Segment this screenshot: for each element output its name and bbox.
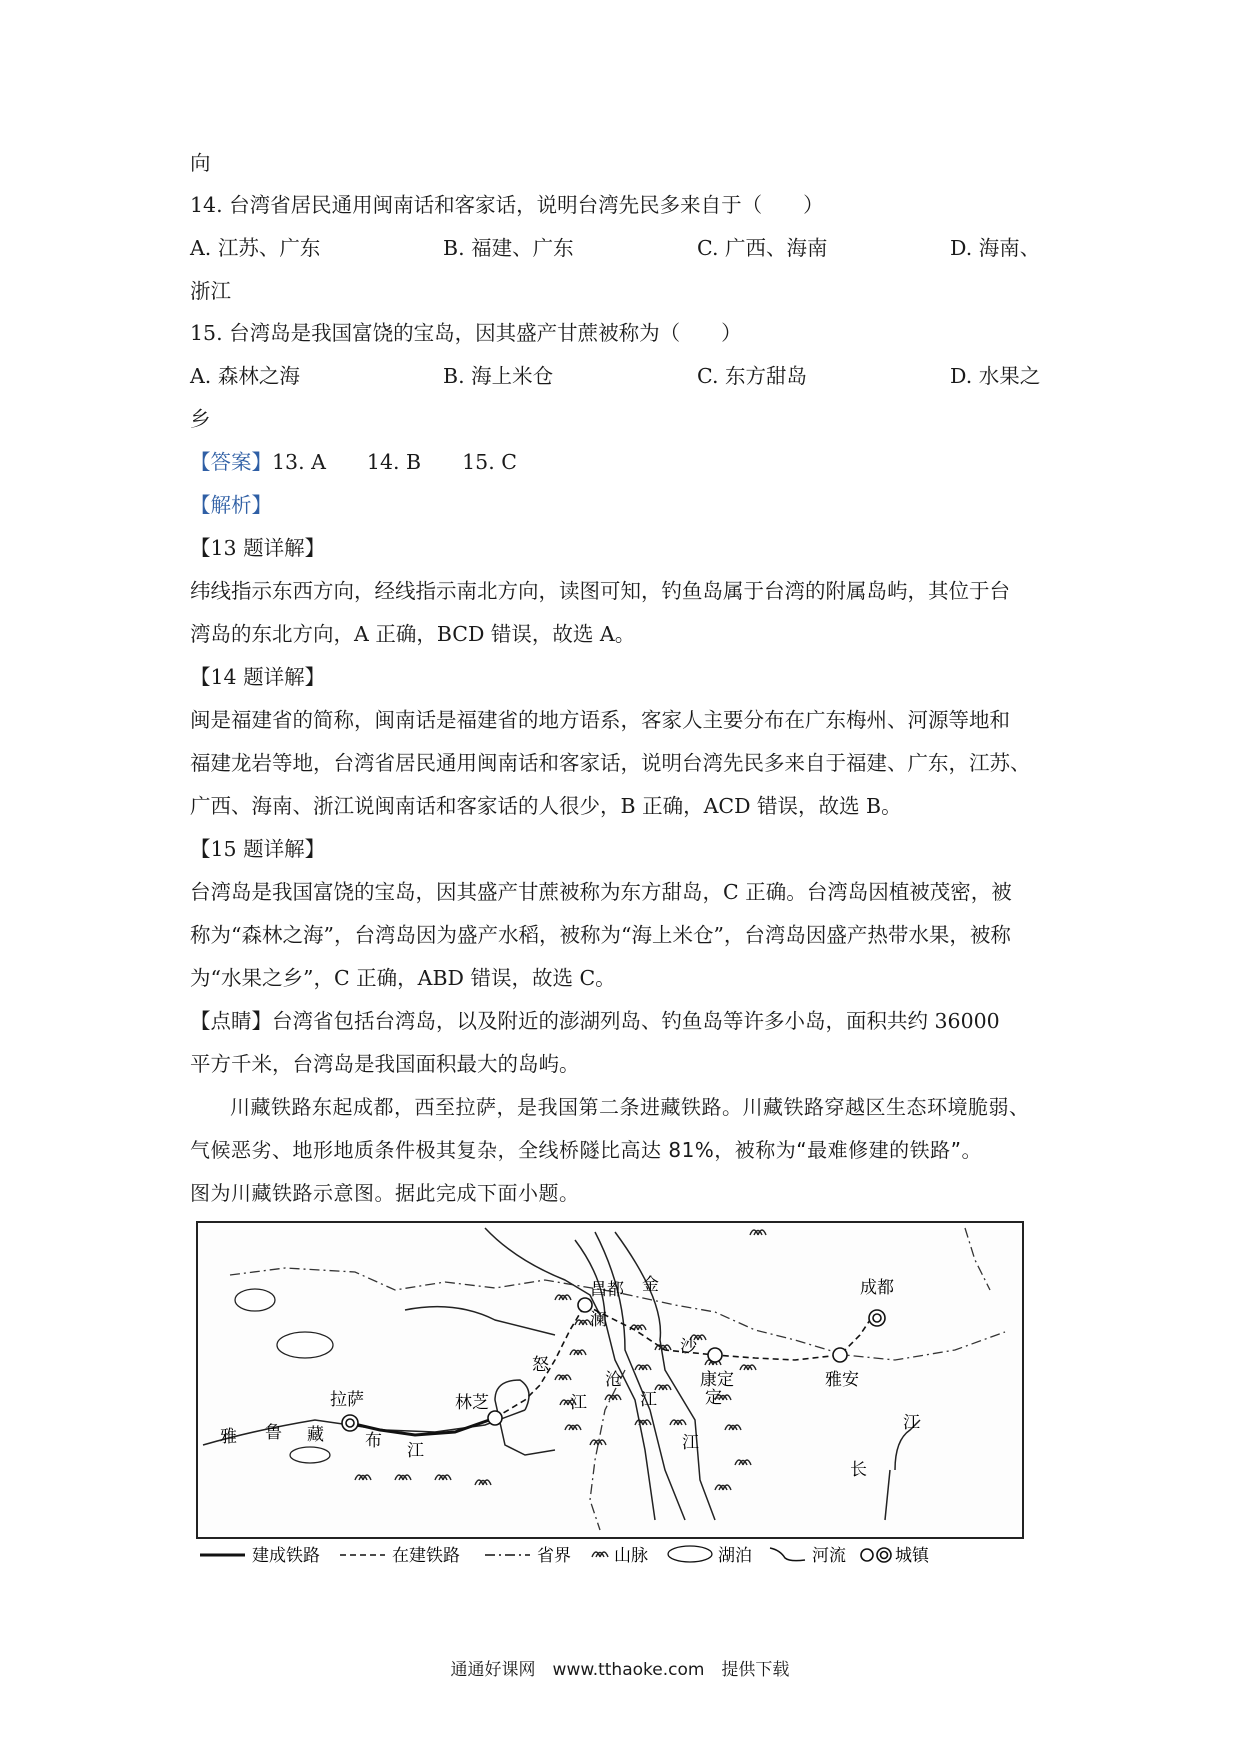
lake [277, 1332, 333, 1358]
intro-b: 气候恶劣、地形地质条件极其复杂，全线桥隧比高达 81%，被称为“最难修建的铁路”。 [190, 1138, 983, 1162]
lake [235, 1289, 275, 1311]
svg-text:鲁: 鲁 [265, 1423, 282, 1443]
intro-a: 川藏铁路东起成都，西至拉萨，是我国第二条进藏铁路。川藏铁路穿越区生态环境脆弱、 [230, 1095, 1030, 1119]
legend-river: 河流 [812, 1546, 846, 1566]
town-icon [861, 1549, 873, 1561]
legend-built: 建成铁路 [252, 1546, 320, 1566]
svg-text:江: 江 [682, 1433, 699, 1453]
label-chengdu: 成都 [860, 1278, 894, 1298]
tip-a: 【点睛】台湾省包括台湾岛，以及附近的澎湖列岛、钓鱼岛等许多小岛，面积共约 36000 [190, 1009, 1000, 1033]
q14-option-d: D. 海南、 [950, 236, 1041, 260]
sichuan-tibet-railway-map [195, 1220, 1025, 1540]
city-linzhi [488, 1411, 502, 1425]
svg-text:江: 江 [640, 1390, 657, 1410]
intro-c: 图为川藏铁路示意图。据此完成下面小题。 [190, 1181, 580, 1205]
city-yaan [833, 1348, 847, 1362]
q14-option-d-wrap: 浙江 [190, 279, 231, 303]
tip-b: 平方千米，台湾岛是我国面积最大的岛屿。 [190, 1052, 580, 1076]
legend-town: 城镇 [895, 1546, 929, 1566]
city-chengdu [869, 1310, 885, 1326]
q14-option-c: C. 广西、海南 [697, 236, 828, 260]
label-linzhi: 林芝 [455, 1393, 489, 1413]
label-kangding: 康定 [700, 1370, 734, 1390]
legend-border: 省界 [537, 1546, 571, 1566]
question-14: 14. 台湾省居民通用闽南话和客家话，说明台湾先民多来自于（ ） [190, 193, 824, 217]
svg-text:藏: 藏 [307, 1425, 324, 1445]
svg-text:沙: 沙 [680, 1337, 697, 1357]
svg-text:金: 金 [642, 1275, 659, 1295]
q15-option-c: C. 东方甜岛 [697, 364, 807, 388]
paragraph-15-a: 台湾岛是我国富饶的宝岛，因其盛产甘蔗被称为东方甜岛，C 正确。台湾岛因植被茂密，被 [190, 880, 1012, 904]
paragraph-14-b: 福建龙岩等地，台湾省居民通用闽南话和客家话，说明台湾先民多来自于福建、广东，江苏、 [190, 751, 1031, 775]
question-15: 15. 台湾岛是我国富饶的宝岛，因其盛产甘蔗被称为（ ） [190, 321, 742, 345]
svg-text:怒: 怒 [532, 1355, 549, 1375]
paragraph-14-c: 广西、海南、浙江说闽南话和客家话的人很少，B 正确，ACD 错误，故选 B。 [190, 794, 902, 818]
svg-text:澜: 澜 [590, 1310, 607, 1330]
q15-option-d-wrap: 乡 [190, 407, 211, 431]
mountain-icon [592, 1552, 608, 1557]
lake [290, 1447, 330, 1463]
svg-text:定: 定 [705, 1388, 722, 1408]
svg-text:雅: 雅 [220, 1427, 237, 1447]
svg-text:江: 江 [903, 1413, 920, 1433]
heading-13: 【13 题详解】 [190, 536, 326, 560]
label-yaan: 雅安 [825, 1370, 859, 1390]
label-lasa: 拉萨 [330, 1390, 364, 1410]
page-footer: 通通好课网 www.tthaoke.com 提供下载 [450, 1660, 790, 1680]
q15-option-a: A. 森林之海 [190, 364, 300, 388]
q15-option-b: B. 海上米仓 [443, 364, 554, 388]
svg-text:长: 长 [850, 1460, 867, 1480]
paragraph-13-b: 湾岛的东北方向，A 正确，BCD 错误，故选 A。 [190, 622, 636, 646]
heading-15: 【15 题详解】 [190, 837, 326, 861]
paragraph-15-b: 称为“森林之海”，台湾岛因为盛产水稻，被称为“海上米仓”，台湾岛因盛产热带水果，被称 [190, 923, 1011, 947]
label-changdu: 昌都 [590, 1280, 624, 1300]
heading-14: 【14 题详解】 [190, 665, 326, 689]
city-lasa [342, 1415, 358, 1431]
map-legend [200, 1540, 1030, 1570]
lake-icon [668, 1546, 712, 1562]
river-icon [770, 1548, 805, 1561]
legend-lake: 湖泊 [718, 1546, 752, 1566]
q14-option-b: B. 福建、广东 [443, 236, 574, 260]
svg-text:沧: 沧 [605, 1370, 622, 1390]
paragraph-13-a: 纬线指示东西方向，经线指示南北方向，读图可知，钓鱼岛属于台湾的附属岛屿，其位于台 [190, 579, 1010, 603]
answer-text: 13. A 14. B 15. C [272, 450, 517, 474]
paragraph-15-c: 为“水果之乡”，C 正确，ABD 错误，故选 C。 [190, 966, 616, 990]
continued-text: 向 [190, 151, 211, 175]
answer-tag: 【答案】 [190, 450, 272, 474]
svg-text:江: 江 [407, 1441, 424, 1461]
q14-option-a: A. 江苏、广东 [190, 236, 321, 260]
analysis-tag: 【解析】 [190, 493, 272, 517]
city-kangding [708, 1348, 722, 1362]
svg-text:布: 布 [365, 1431, 382, 1451]
q15-option-d: D. 水果之 [950, 364, 1041, 388]
legend-building: 在建铁路 [392, 1546, 460, 1566]
answer-line [190, 447, 517, 477]
legend-mountain: 山脉 [614, 1546, 648, 1566]
svg-text:江: 江 [570, 1393, 587, 1413]
paragraph-14-a: 闽是福建省的简称，闽南话是福建省的地方语系，客家人主要分布在广东梅州、河源等地和 [190, 708, 1010, 732]
